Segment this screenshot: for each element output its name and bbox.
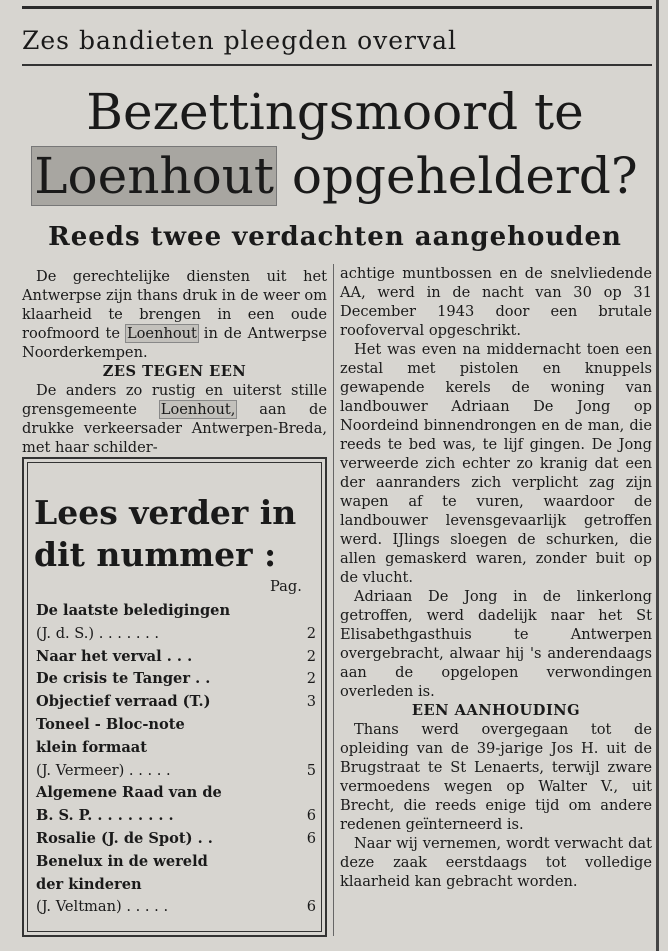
- headline-line-1: Bezettingsmoord te: [86, 83, 584, 141]
- kicker: Zes bandieten pleegden overval: [22, 26, 458, 55]
- toc-item-page: 6: [306, 807, 316, 825]
- toc-line: [36, 623, 316, 646]
- top-rule: [22, 6, 652, 9]
- toc-item-page: 5: [306, 761, 316, 779]
- toc-line: [36, 828, 316, 851]
- toc-item-text: De crisis te Tanger . .: [36, 670, 211, 688]
- text-run: De gerechtelijke diensten uit het Antwerpse zijn thans druk in de weer om klaarheid te brengen in een oude roofmoord te: [22, 268, 327, 342]
- paragraph: Naar wij vernemen, wordt verwacht dat deze zaak eerstdaags tot volledige klaarheid kan gebracht worden.: [340, 835, 652, 890]
- toc-item-page: 6: [306, 898, 316, 916]
- toc-item-text: Objectief verraad (T.): [36, 693, 211, 711]
- toc-item-text: Naar het verval . . .: [36, 647, 193, 665]
- toc-line: [36, 874, 316, 897]
- toc-item-page: 2: [306, 624, 316, 642]
- toc-line: [36, 691, 316, 714]
- search-highlight: Loenhout,: [160, 401, 236, 418]
- toc-item-text: Rosalie (J. de Spot) . .: [36, 829, 213, 847]
- toc-line: [36, 851, 316, 874]
- toc-line: [36, 782, 316, 805]
- search-highlight: Loenhout: [34, 147, 274, 205]
- toc-item-text: Algemene Raad van de: [36, 784, 222, 802]
- table-of-contents: [36, 600, 316, 919]
- text-run: De anders zo rustig en uiterst stille grensgemeente: [22, 382, 327, 418]
- toc-line: [36, 737, 316, 760]
- toc-line: [36, 714, 316, 737]
- toc-item-text: klein formaat: [36, 738, 147, 756]
- paragraph: Het was even na middernacht toen een zestal met pistolen en knuppels gewapende kerels de woning van landbouwer Adriaan De Jong op Noordeind binnendrongen en de man, die reeds te bed was, te lijf gingen. De Jong verweerde zich echter zo kranig dat een der aanranders zich verplicht zag zijn wapen af te vuren, waardoor de landbouwer levensgevaarlijk getroffen werd. IJlings sloegen de schurken, die allen gemaskerd waren, zonder buit op de vlucht.: [340, 341, 652, 586]
- search-highlight: Loenhout: [126, 325, 197, 342]
- paragraph: [22, 381, 327, 457]
- section-heading: ZES TEGEN EEN: [102, 363, 247, 380]
- toc-item-text: (J. d. S.) . . . . . . .: [36, 624, 160, 642]
- column-rule: [333, 264, 334, 936]
- toc-line: [36, 760, 316, 783]
- subheadline: Reeds twee verdachten aangehouden: [48, 222, 622, 252]
- paragraph: Thans werd overgegaan tot de opleiding van de 39-jarige Jos H. uit de Brugstraat te St Lenaerts, terwijl zware vermoedens wegen op Walter V., uit Brecht, die reeds enige tijd om andere redenen geïnterneerd is.: [340, 721, 652, 833]
- toc-item-text: (J. Vermeer) . . . . .: [36, 761, 171, 779]
- section-heading: EEN AANHOUDING: [411, 702, 581, 719]
- toc-item-page: 2: [306, 647, 316, 665]
- toc-title: Lees verder in dit nummer :: [34, 493, 297, 574]
- toc-item-page: 6: [306, 829, 316, 847]
- paragraph: achtige muntbossen en de snelvliedende AA, werd in de nacht van 30 op 31 December 1943 door een brutale roofoverval opgeschrikt.: [340, 265, 652, 339]
- text-run: aan de drukke verkeersader Antwerpen-Breda, met haar schilder-: [22, 401, 327, 456]
- toc-item-text: B. S. P. . . . . . . . .: [36, 807, 174, 825]
- toc-item-text: Benelux in de wereld: [36, 852, 208, 870]
- toc-line: [36, 646, 316, 669]
- toc-item-text: der kinderen: [36, 875, 142, 893]
- toc-line: [36, 896, 316, 919]
- paragraph: [22, 267, 327, 362]
- kicker-rule: [22, 64, 652, 66]
- right-column: [340, 264, 652, 891]
- headline-line-2-rest: opgehelderd?: [276, 147, 638, 205]
- toc-line: [36, 668, 316, 691]
- text-run: in de Antwerpse Noorderkempen.: [22, 325, 327, 361]
- toc-item-page: 2: [306, 670, 316, 688]
- paragraph: Adriaan De Jong in de linkerlong getroffen, werd dadelijk naar het St Elisabethgasthuis te Antwerpen overgebracht, alwaar hij 's anderendaags aan de opgelopen verwondingen overleden is.: [340, 588, 652, 700]
- toc-line: [36, 600, 316, 623]
- right-border: [656, 0, 659, 951]
- headline-line-2: [20, 144, 650, 208]
- toc-page-label: Pag.: [270, 578, 302, 595]
- toc-item-text: De laatste beledigingen: [36, 602, 231, 619]
- toc-item-text: (J. Veltman) . . . . .: [36, 898, 169, 916]
- headline: [20, 80, 650, 208]
- toc-item-text: Toneel - Bloc-note: [36, 715, 185, 733]
- toc-line: [36, 805, 316, 828]
- left-column: [22, 267, 327, 457]
- toc-item-page: 3: [306, 693, 316, 711]
